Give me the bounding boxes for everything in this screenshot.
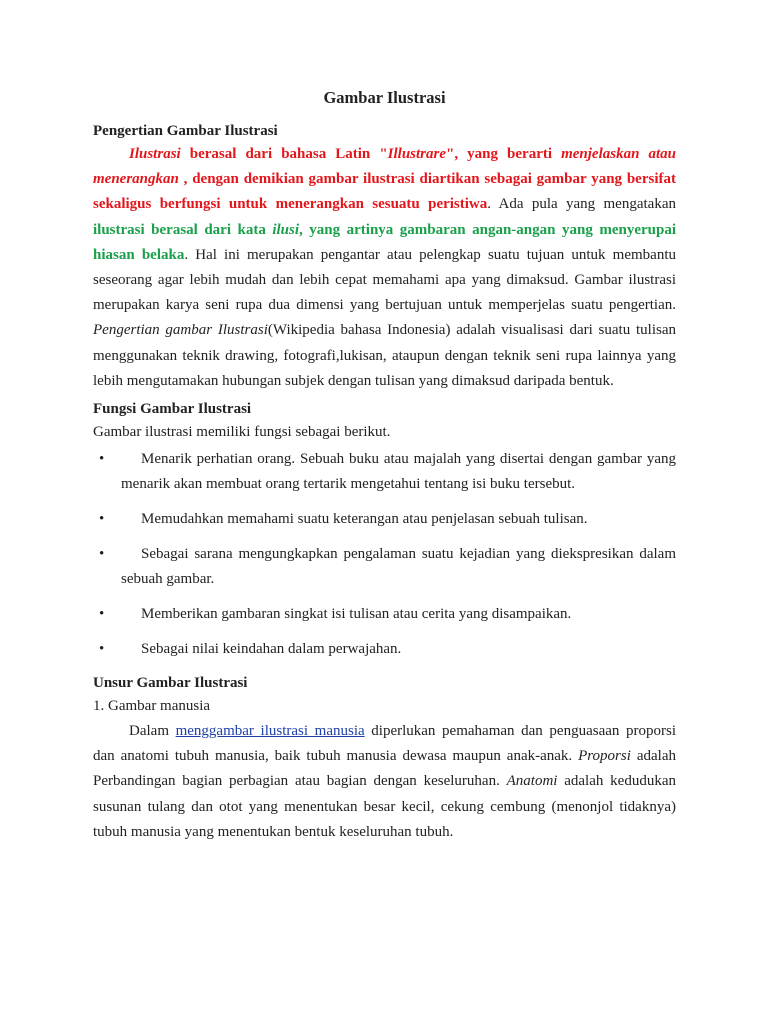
red-italic-text: Ilustrasi	[129, 146, 181, 162]
body-text: (Wikipedia bahasa Indonesia) adalah visualisasi dari suatu tulisan menggunakan teknik drawing, fotografi,lukisan, ataupun dengan teknik seni rupa lainnya yang lebih mengutamakan hubungan subjek dengan tulisan yang dimaksud daripada bentuk.	[93, 322, 676, 389]
menggambar-ilustrasi-manusia-link[interactable]: menggambar ilustrasi manusia	[175, 723, 365, 740]
green-italic-text: ilusi	[272, 221, 300, 238]
body-text: . Ada pula yang mengatakan	[487, 196, 676, 213]
list-item: • Memudahkan memahami suatu keterangan atau penjelasan sebuah tulisan.	[93, 507, 676, 532]
body-text: . Hal ini merupakan pengantar atau pelengkap suatu tujuan untuk membantu seseorang agar lebih mudah dan lebih cepat memahami apa yang dimaksud. Gambar ilustrasi merupakan karya seni rupa dua dimensi yang bertujuan untuk memperjelas suatu pengertian.	[93, 246, 676, 314]
green-text: , yang artinya gambaran angan-angan yang menyerupai hiasan belaka	[93, 221, 676, 263]
bullet-icon: •	[99, 606, 105, 623]
section-heading-fungsi: Fungsi Gambar Ilustrasi	[93, 401, 252, 418]
section-heading-pengertian: Pengertian Gambar Ilustrasi	[93, 123, 278, 139]
list-item: • Menarik perhatian orang. Sebuah buku atau majalah yang disertai dengan gambar yang menarik akan membuat orang tertarik mengetahui tentang isi buku tersebut.	[93, 447, 676, 497]
bullet-icon: •	[99, 641, 105, 658]
bullet-icon: •	[99, 511, 105, 528]
paragraph-gambar-manusia: Dalam menggambar ilustrasi manusia diperlukan pemahaman dan penguasaan proporsi dan anatomi tubuh manusia, baik tubuh manusia dewasa maupun anak-anak. Proporsi adalah Perbandingan bagian perbagian atau bagian dengan keseluruhan. Anatomi adalah kedudukan susunan tulang dan otot yang menentukan besar kecil, cekung cembung (menonjol tidaknya) tubuh manusia yang menentukan bentuk keseluruhan tubuh.	[93, 723, 677, 840]
bullet-icon: •	[99, 546, 105, 563]
paragraph-pengertian	[93, 142, 676, 394]
fungsi-list	[93, 447, 676, 662]
bullet-icon: •	[99, 451, 105, 468]
italic-text: Pengertian gambar Ilustrasi	[93, 322, 268, 339]
section-heading-unsur: Unsur Gambar Ilustrasi	[93, 675, 248, 692]
subheading-gambar-manusia: 1. Gambar manusia	[93, 698, 211, 715]
green-text: ilustrasi berasal dari kata	[93, 221, 273, 238]
list-item: • Sebagai sarana mengungkapkan pengalaman suatu kejadian yang diekspresikan dalam sebuah gambar.	[93, 542, 676, 592]
document-title: Gambar Ilustrasi	[323, 88, 446, 107]
red-text: , dengan demikian gambar ilustrasi diartikan sebagai gambar yang bersifat sekaligus berfungsi untuk menerangkan sesuatu peristiwa	[93, 171, 676, 213]
fungsi-intro: Gambar ilustrasi memiliki fungsi sebagai berikut.	[93, 424, 391, 441]
list-item: • Sebagai nilai keindahan dalam perwajahan.	[93, 637, 676, 662]
list-item: • Memberikan gambaran singkat isi tulisan atau cerita yang disampaikan.	[93, 602, 676, 627]
red-italic-text: menjelaskan atau menerangkan	[93, 146, 676, 188]
red-text: berasal dari bahasa Latin "	[180, 146, 388, 162]
red-text: ", yang berarti	[446, 146, 562, 162]
italic-text: Proporsi	[578, 748, 631, 765]
italic-text: Anatomi	[506, 773, 558, 790]
red-italic-text: Illustrare	[387, 146, 447, 162]
